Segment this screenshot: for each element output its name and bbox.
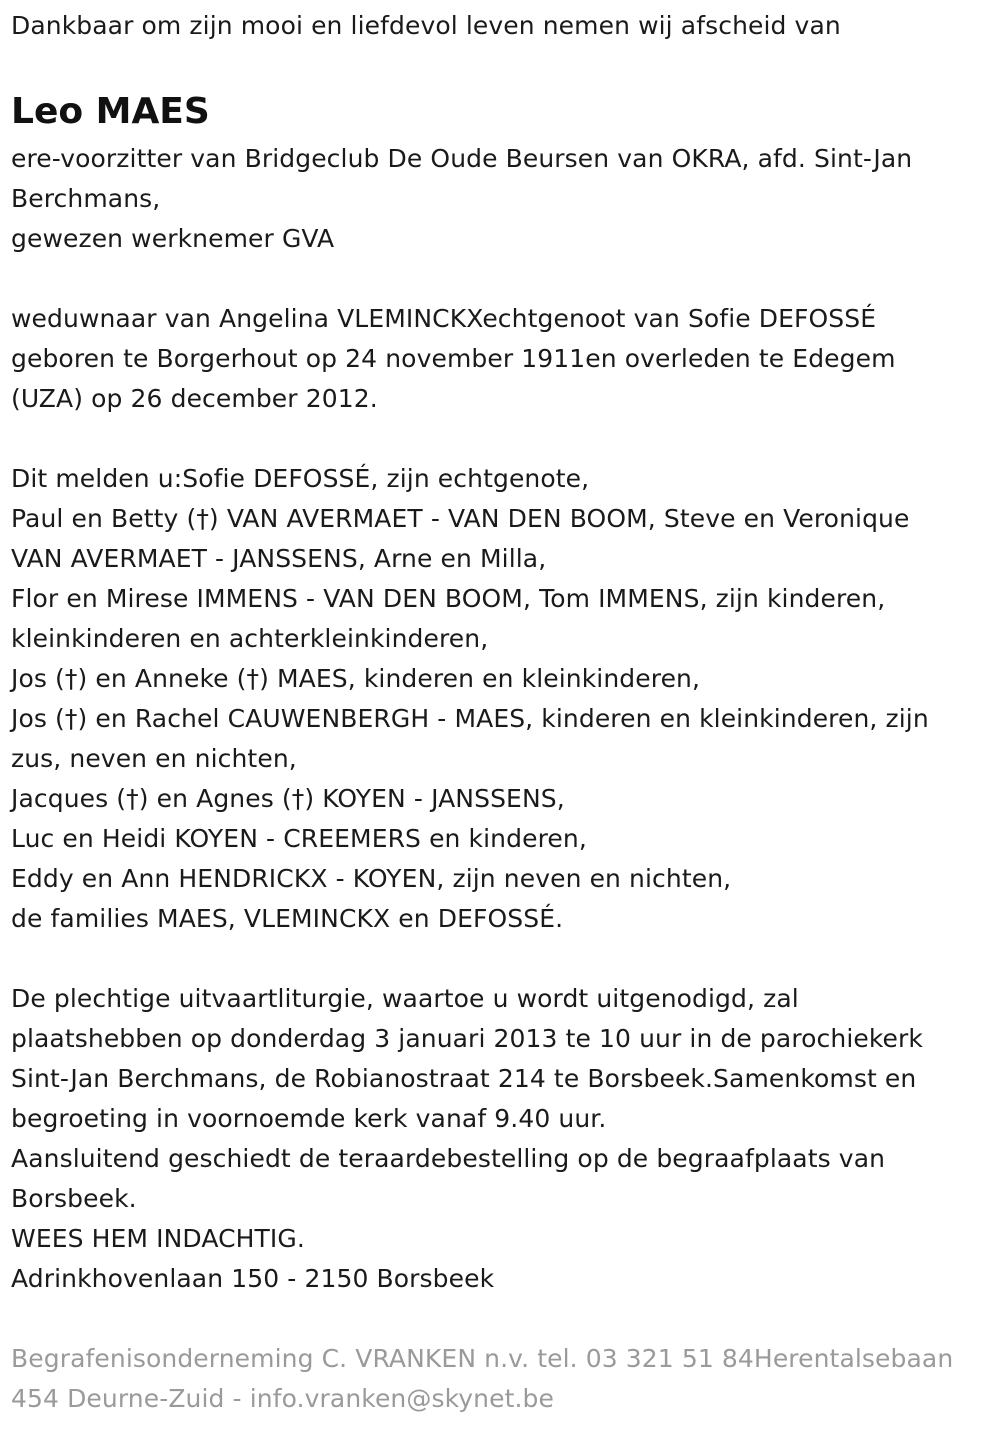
family-line: Dit melden u:Sofie DEFOSSÉ, zijn echtgenote,: [11, 464, 590, 493]
role-line: Berchmans,: [11, 184, 161, 213]
family-list: [11, 459, 1000, 939]
family-line: VAN AVERMAET - JANSSENS, Arne en Milla,: [11, 544, 547, 573]
family-line: Paul en Betty (†) VAN AVERMAET - VAN DEN BOOM, Steve en Veronique: [11, 504, 910, 533]
family-line: zus, neven en nichten,: [11, 744, 297, 773]
funeral-line: plaatshebben op donderdag 3 januari 2013 te 10 uur in de parochiekerk: [11, 1024, 923, 1053]
footer-line: 454 Deurne-Zuid - info.vranken@skynet.be: [11, 1384, 555, 1413]
funeral-line: begroeting in voornoemde kerk vanaf 9.40 uur.: [11, 1104, 607, 1133]
deceased-roles: [11, 139, 1000, 259]
family-line: kleinkinderen en achterkleinkinderen,: [11, 624, 489, 653]
life-detail-line: geboren te Borgerhout op 24 november 1911en overleden te Edegem: [11, 344, 896, 373]
spacer: [11, 1299, 1000, 1339]
funeral-line: WEES HEM INDACHTIG.: [11, 1224, 305, 1253]
funeral-line: Aansluitend geschiedt de teraardebestelling op de begraafplaats van: [11, 1144, 886, 1173]
funeral-line: Borsbeek.: [11, 1184, 137, 1213]
funeral-line: Sint-Jan Berchmans, de Robianostraat 214 te Borsbeek.Samenkomst en: [11, 1064, 917, 1093]
spacer: [11, 939, 1000, 979]
life-detail-line: (UZA) op 26 december 2012.: [11, 384, 378, 413]
family-line: Jacques (†) en Agnes (†) KOYEN - JANSSENS,: [11, 784, 565, 813]
life-details: [11, 299, 1000, 419]
family-line: Luc en Heidi KOYEN - CREEMERS en kinderen,: [11, 824, 587, 853]
footer-line: Begrafenisonderneming C. VRANKEN n.v. tel. 03 321 51 84Herentalsebaan: [11, 1344, 954, 1373]
funeral-line: Adrinkhovenlaan 150 - 2150 Borsbeek: [11, 1264, 495, 1293]
family-line: Jos (†) en Anneke (†) MAES, kinderen en kleinkinderen,: [11, 664, 701, 693]
funeral-home-footer: [11, 1339, 1000, 1419]
spacer: [11, 419, 1000, 459]
role-line: ere-voorzitter van Bridgeclub De Oude Beursen van OKRA, afd. Sint-Jan: [11, 144, 913, 173]
deceased-name: Leo MAES: [11, 91, 210, 132]
family-line: Flor en Mirese IMMENS - VAN DEN BOOM, Tom IMMENS, zijn kinderen,: [11, 584, 886, 613]
life-detail-line: weduwnaar van Angelina VLEMINCKXechtgenoot van Sofie DEFOSSÉ: [11, 304, 877, 333]
funeral-line: De plechtige uitvaartliturgie, waartoe u wordt uitgenodigd, zal: [11, 984, 799, 1013]
spacer: [11, 259, 1000, 299]
family-line: Jos (†) en Rachel CAUWENBERGH - MAES, kinderen en kleinkinderen, zijn: [11, 704, 929, 733]
funeral-details: [11, 979, 1000, 1299]
family-line: Eddy en Ann HENDRICKX - KOYEN, zijn neven en nichten,: [11, 864, 732, 893]
intro-text: Dankbaar om zijn mooi en liefdevol leven nemen wij afscheid van: [11, 11, 841, 40]
role-line: gewezen werknemer GVA: [11, 224, 335, 253]
family-line: de families MAES, VLEMINCKX en DEFOSSÉ.: [11, 904, 564, 933]
